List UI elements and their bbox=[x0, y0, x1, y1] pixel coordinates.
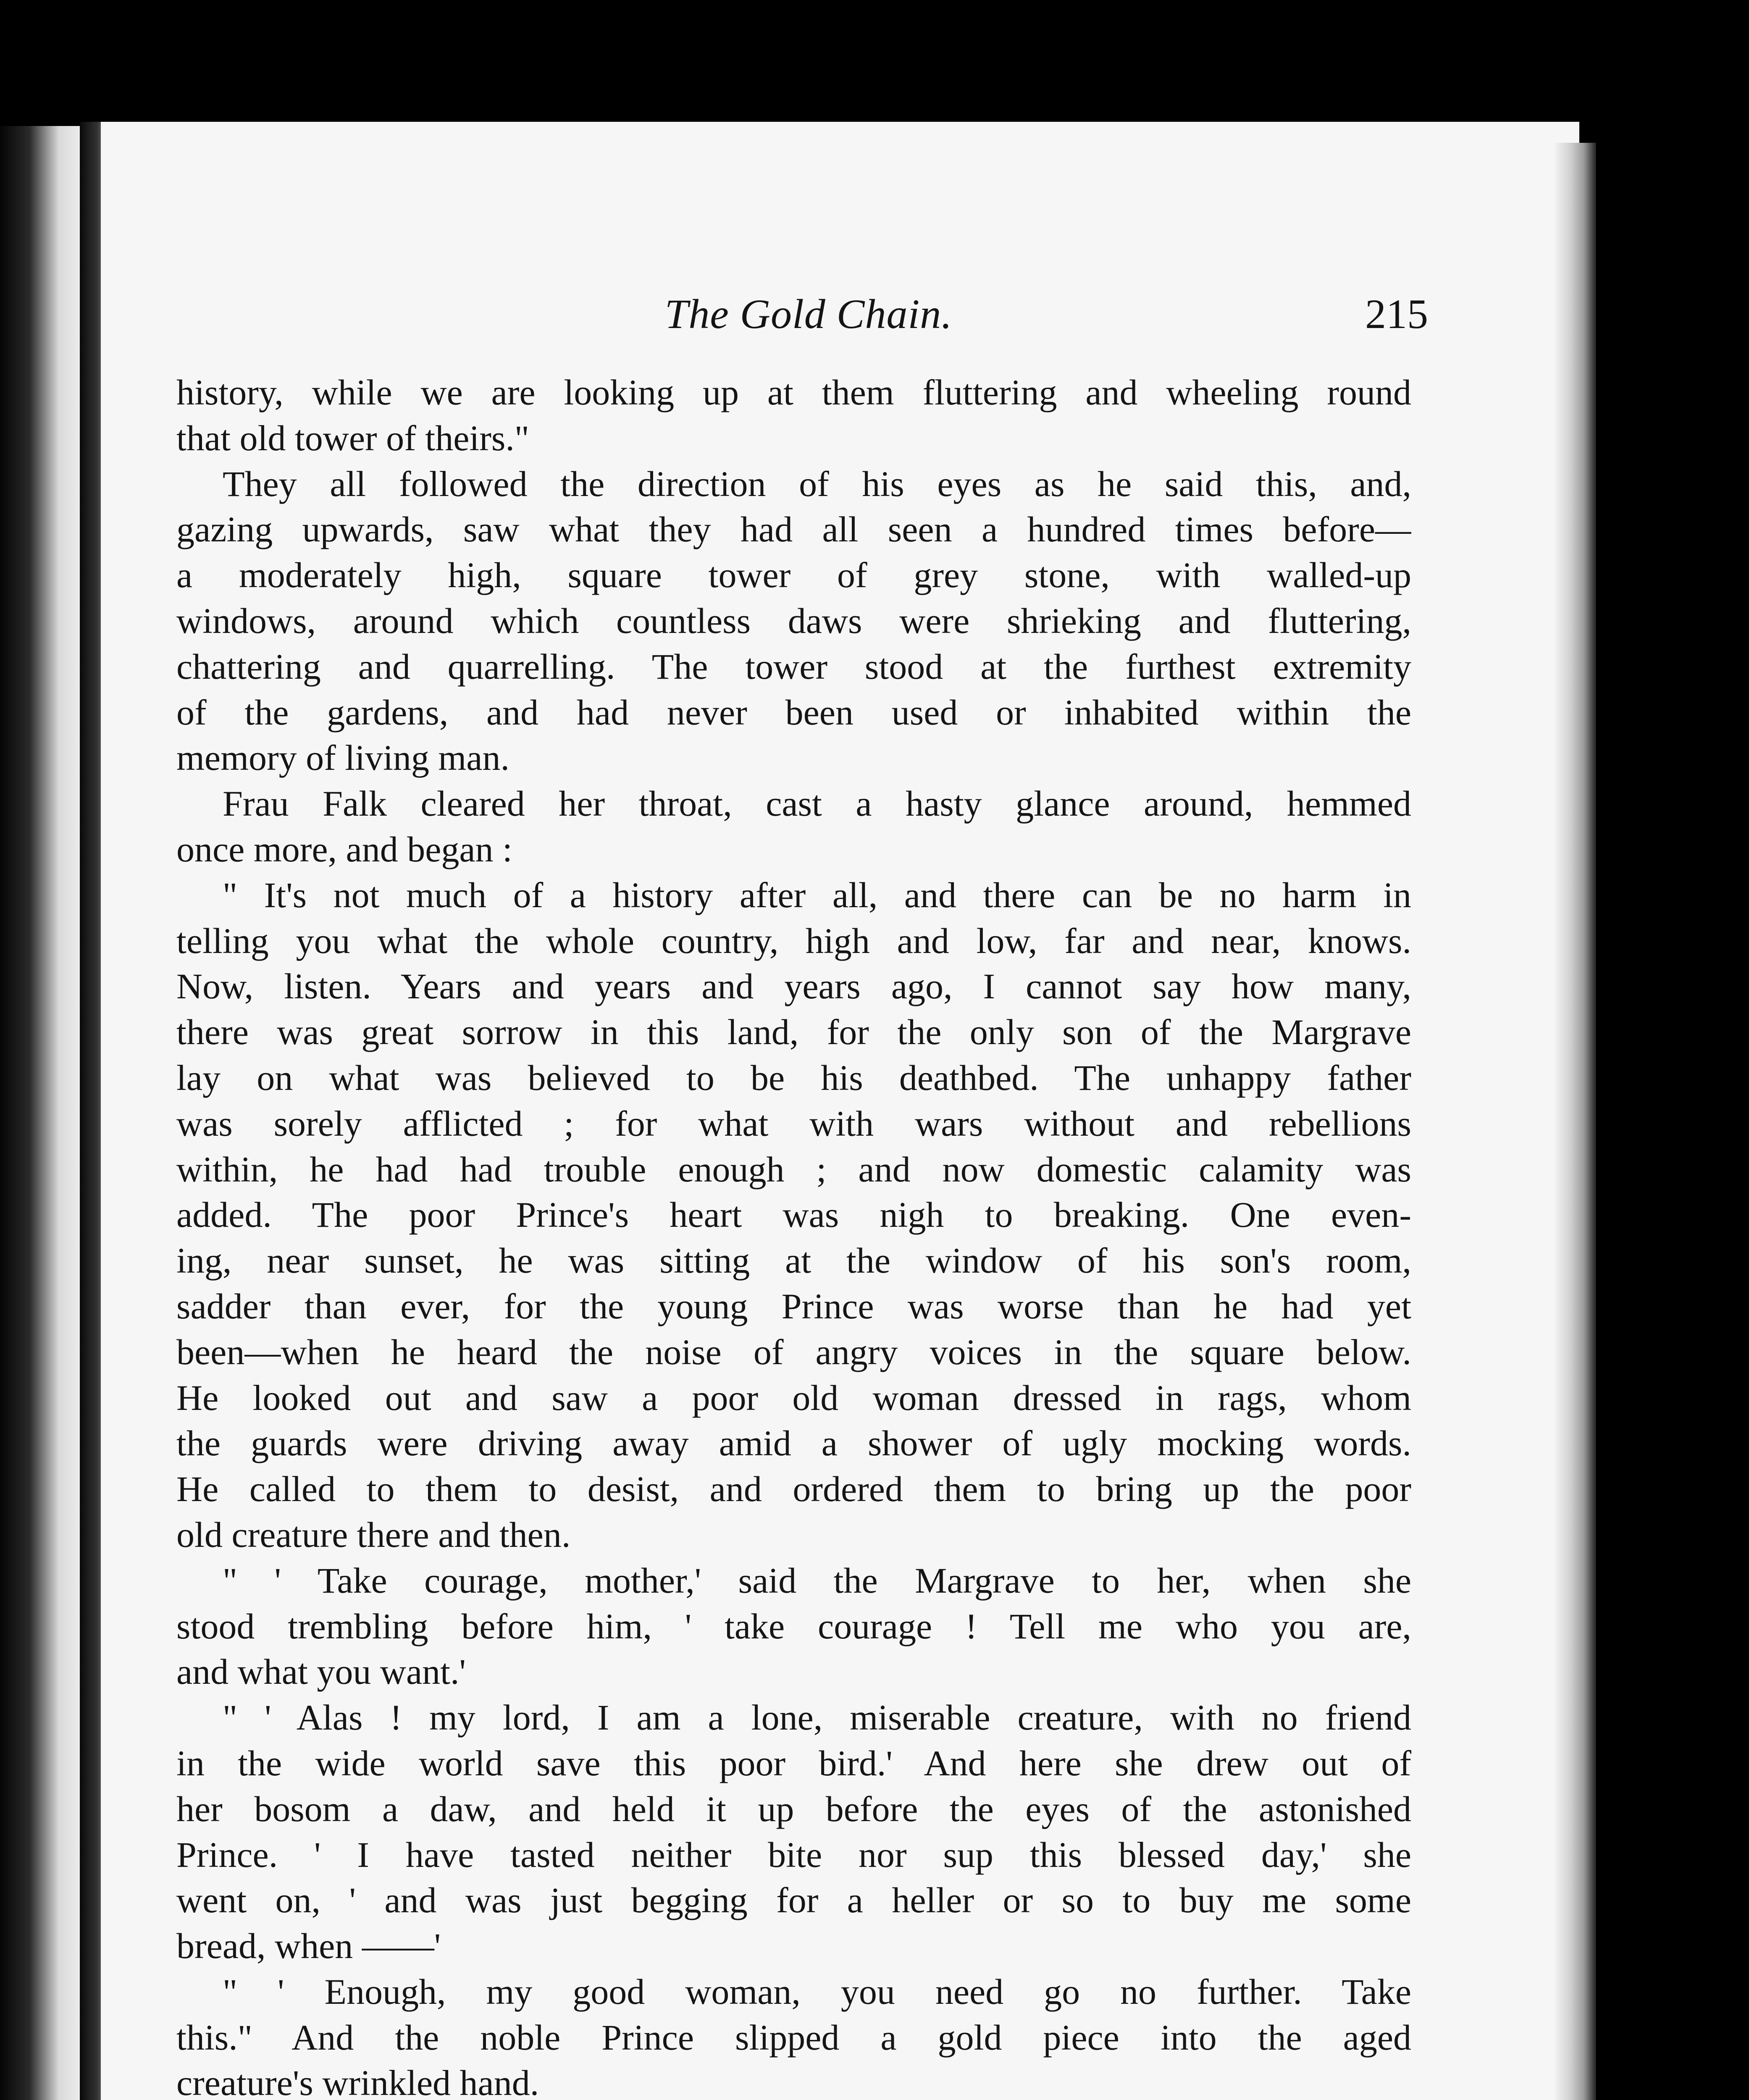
text-line: creature's wrinkled hand. bbox=[176, 2063, 539, 2100]
text-line: and what you want.' bbox=[176, 1651, 466, 1692]
text-line: a moderately high, square tower of grey stone, with walled-up bbox=[176, 555, 1411, 596]
text-line: " ' Take courage, mother,' said the Margrave to her, when she bbox=[223, 1560, 1411, 1601]
text-line: went on, ' and was just begging for a heller or so to buy me some bbox=[176, 1880, 1411, 1921]
text-line: They all followed the direction of his eyes as he said this, and, bbox=[223, 463, 1411, 504]
text-line: Prince. ' I have tasted neither bite nor sup this blessed day,' she bbox=[176, 1834, 1411, 1875]
facing-page-edge bbox=[0, 126, 84, 2100]
page-header bbox=[189, 290, 1428, 357]
text-line: memory of living man. bbox=[176, 738, 509, 778]
text-line: windows, around which countless daws were shrieking and fluttering, bbox=[176, 600, 1411, 641]
text-line: history, while we are looking up at them fluttering and wheeling round bbox=[176, 372, 1411, 412]
text-line: Now, listen. Years and years and years ago, I cannot say how many, bbox=[176, 966, 1411, 1007]
page-number: 215 bbox=[1365, 291, 1428, 337]
running-title: The Gold Chain. bbox=[664, 291, 953, 337]
text-line: that old tower of theirs." bbox=[176, 417, 529, 458]
text-line: stood trembling before him, ' take courage ! Tell me who you are, bbox=[176, 1606, 1411, 1646]
text-line: He looked out and saw a poor old woman dressed in rags, whom bbox=[176, 1377, 1411, 1418]
page-edge-shadow bbox=[1554, 143, 1596, 2100]
text-line: " ' Enough, my good woman, you need go no further. Take bbox=[223, 1971, 1411, 2012]
text-line: Frau Falk cleared her throat, cast a hasty glance around, hemmed bbox=[223, 783, 1411, 824]
text-line: within, he had had trouble enough ; and now domestic calamity was bbox=[176, 1149, 1411, 1189]
text-line: of the gardens, and had never been used or inhabited within the bbox=[176, 692, 1411, 732]
text-line: sadder than ever, for the young Prince was worse than he had yet bbox=[176, 1286, 1411, 1326]
text-line: He called to them to desist, and ordered them to bring up the poor bbox=[176, 1469, 1411, 1509]
body-text bbox=[176, 370, 1411, 2100]
text-line: chattering and quarrelling. The tower stood at the furthest extremity bbox=[176, 646, 1411, 687]
text-line: in the wide world save this poor bird.' And here she drew out of bbox=[176, 1743, 1411, 1783]
text-line: " It's not much of a history after all, and there can be no harm in bbox=[223, 874, 1411, 915]
text-line: gazing upwards, saw what they had all seen a hundred times before— bbox=[176, 509, 1411, 550]
text-line: the guards were driving away amid a shower of ugly mocking words. bbox=[176, 1423, 1411, 1464]
text-line: once more, and began : bbox=[176, 829, 512, 869]
text-line: bread, when ——' bbox=[176, 1926, 441, 1966]
text-line: been—when he heard the noise of angry voices in the square below. bbox=[176, 1331, 1411, 1372]
text-line: her bosom a daw, and held it up before the eyes of the astonished bbox=[176, 1788, 1411, 1829]
text-line: lay on what was believed to be his deathbed. The unhappy father bbox=[176, 1057, 1411, 1098]
text-line: " ' Alas ! my lord, I am a lone, miserable creature, with no friend bbox=[223, 1697, 1411, 1738]
text-line: old creature there and then. bbox=[176, 1514, 571, 1555]
text-line: telling you what the whole country, high and low, far and near, knows. bbox=[176, 920, 1411, 961]
text-line: ing, near sunset, he was sitting at the window of his son's room, bbox=[176, 1240, 1411, 1281]
text-line: this." And the noble Prince slipped a gold piece into the aged bbox=[176, 2017, 1411, 2058]
text-line: added. The poor Prince's heart was nigh to breaking. One even- bbox=[176, 1194, 1411, 1235]
text-line: there was great sorrow in this land, for the only son of the Margrave bbox=[176, 1012, 1411, 1053]
text-line: was sorely afflicted ; for what with wars without and rebellions bbox=[176, 1103, 1411, 1144]
